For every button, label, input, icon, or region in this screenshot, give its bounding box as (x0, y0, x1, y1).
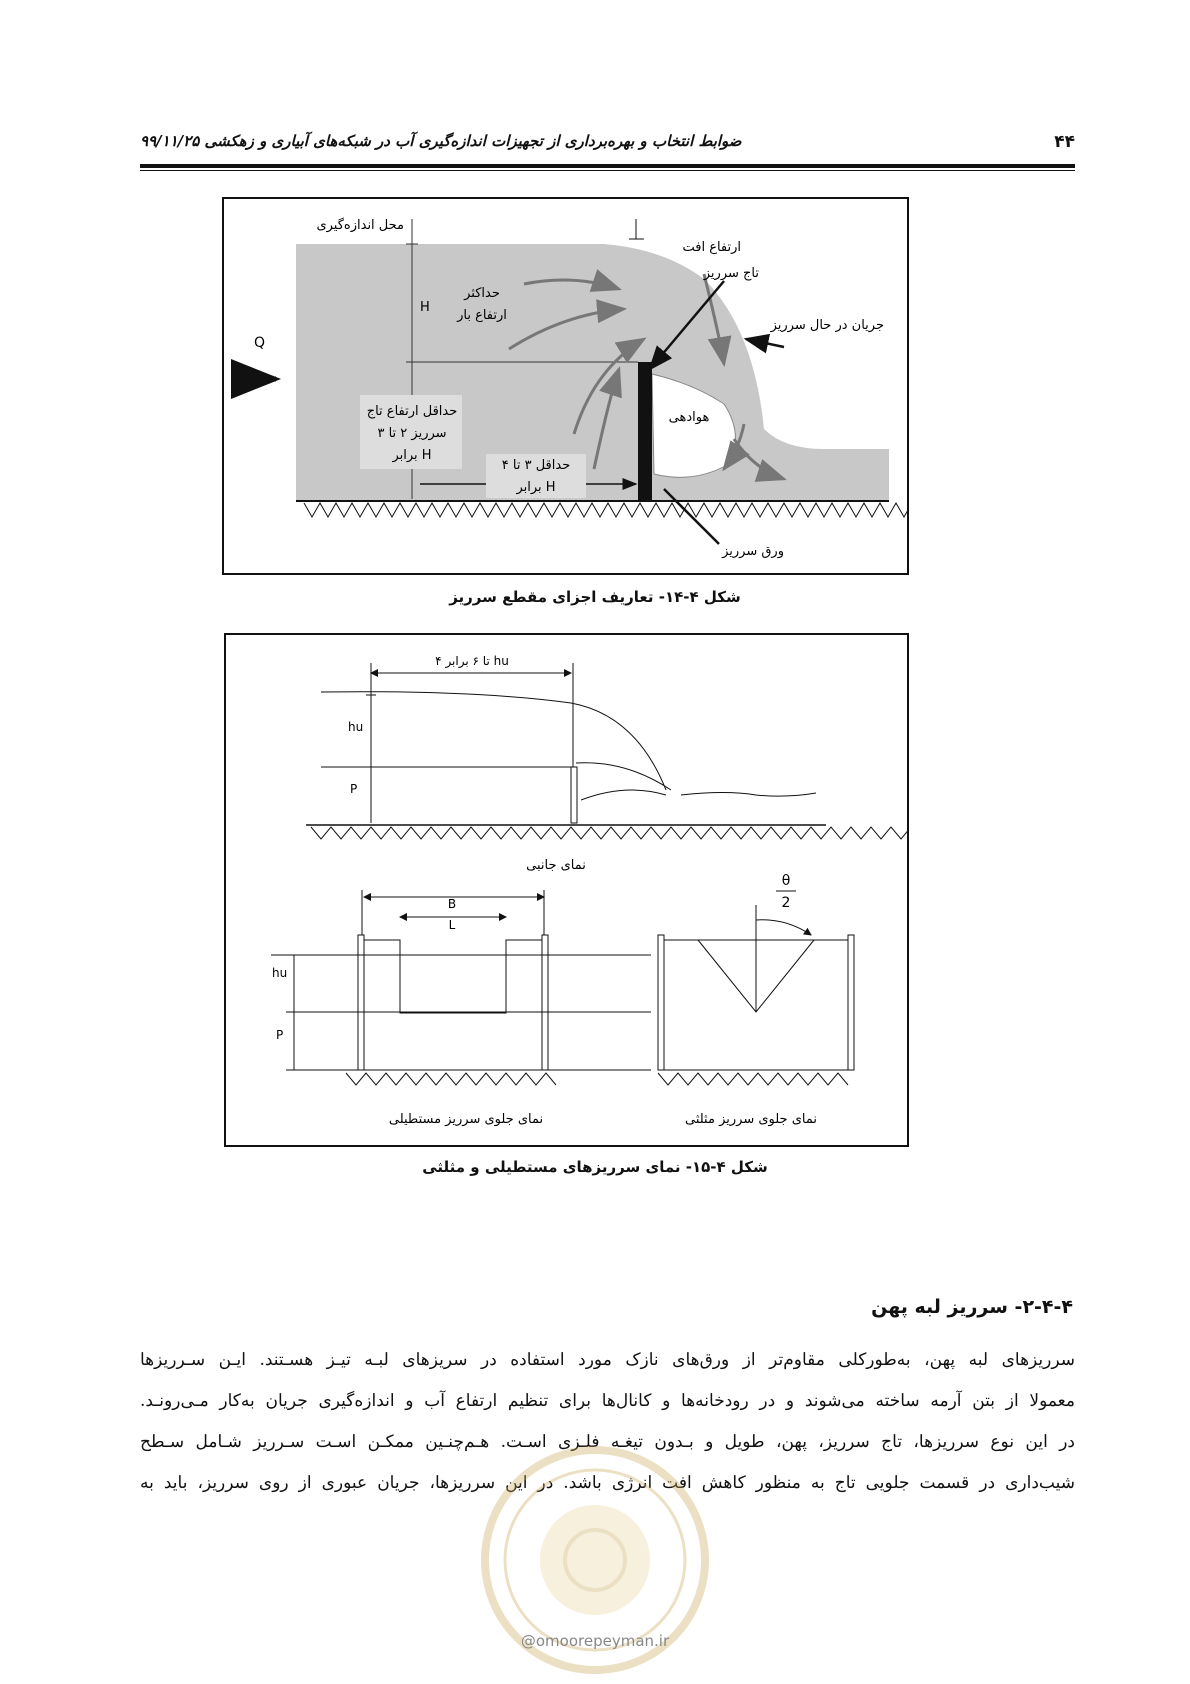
label-P-front: P (276, 1028, 284, 1042)
body-line-4: شیب‌داری در قسمت جلویی تاج به منظور کاهش افت انرژی باشد. در این سرریزها، جریان عبوری از روی سرریز، باید به (140, 1473, 1075, 1493)
label-side-view: نمای جانبی (526, 858, 586, 873)
header-rule-thick (140, 164, 1075, 168)
figure1-caption: شکل ۴-۱۴- تعاریف اجزای مقطع سرریز (449, 588, 741, 606)
label-H: H (420, 300, 430, 315)
figure-weir-views (224, 633, 909, 1147)
label-measure-point: محل اندازه‌گیری (316, 218, 404, 233)
label-min-crest-3: برابر H (392, 448, 432, 463)
label-crest: تاج سرریز (703, 266, 759, 281)
label-hu-range: ۴ تا ۶ برابر hu (435, 654, 509, 668)
weir-section-diagram (224, 199, 907, 573)
label-max-head-2: ارتفاع بار (457, 308, 507, 323)
header-rule-thin (140, 170, 1075, 171)
figure2-caption: شکل ۴-۱۵- نمای سرریزهای مستطیلی و مثلثی (422, 1158, 768, 1176)
watermark-site: @omoorepeyman.ir (520, 1632, 670, 1650)
label-rect-front: نمای جلوی سرریز مستطیلی (388, 1112, 544, 1127)
label-hu-front: hu (272, 966, 288, 980)
label-min-dist-2: برابر H (516, 480, 556, 495)
running-title: ضوابط انتخاب و بهره‌برداری از تجهیزات اندازه‌گیری آب در شبکه‌های آبیاری و زهکشی ۹۹/۱۱/۲۵ (140, 132, 742, 150)
label-hu-side: hu (348, 720, 364, 734)
label-min-crest-2: سرریز ۲ تا ۳ (377, 426, 447, 441)
label-min-crest-1: حداقل ارتفاع تاج (366, 404, 458, 419)
label-plate: ورق سرریز (722, 544, 784, 559)
label-flowing: جریان در حال سرریز (770, 318, 884, 333)
label-drop-height: ارتفاع افت (682, 240, 741, 255)
body-line-3: در این نوع سرریزها، تاج سرریز، پهن، طویل و بـدون تیغـه فلـزی اسـت. هـم‌چنـین ممکـن اسـت سـرریز شـامل سـطح (140, 1432, 1075, 1452)
weir-plate-shape (638, 362, 652, 501)
page-number: ۴۴ (1054, 132, 1075, 152)
body-line-2: معمولا از بتن آرمه ساخته می‌شوند و در رودخانه‌ها و کانال‌ها برای تنظیم ارتفاع آب و اندازه‌گیری جریان به‌کار مـی‌رونـد. (140, 1391, 1075, 1411)
label-B: B (447, 897, 457, 911)
body-line-1: سرریزهای لبه پهن، به‌طورکلی مقاوم‌تر از ورق‌های نازک مورد استفاده در سریزهای لبـه تیـز هسـتند. ایـن سـرریزها (140, 1350, 1075, 1370)
label-Q: Q (254, 335, 266, 351)
label-aeration: هوادهی (668, 410, 710, 425)
label-P-side: P (350, 782, 358, 796)
weir-views-diagram (226, 635, 907, 1145)
label-two: 2 (781, 895, 791, 911)
label-L: L (448, 918, 456, 932)
page-header (140, 128, 1075, 164)
section-heading: ۲-۴-۴- سرریز لبه پهن (871, 1296, 1073, 1318)
label-tri-front: نمای جلوی سرریز مثلثی (685, 1112, 817, 1127)
label-min-dist-1: حداقل ۳ تا ۴ (501, 458, 571, 473)
label-max-head-1: حداکثر (464, 286, 500, 301)
label-theta: θ (781, 873, 791, 889)
figure-weir-section (222, 197, 909, 575)
